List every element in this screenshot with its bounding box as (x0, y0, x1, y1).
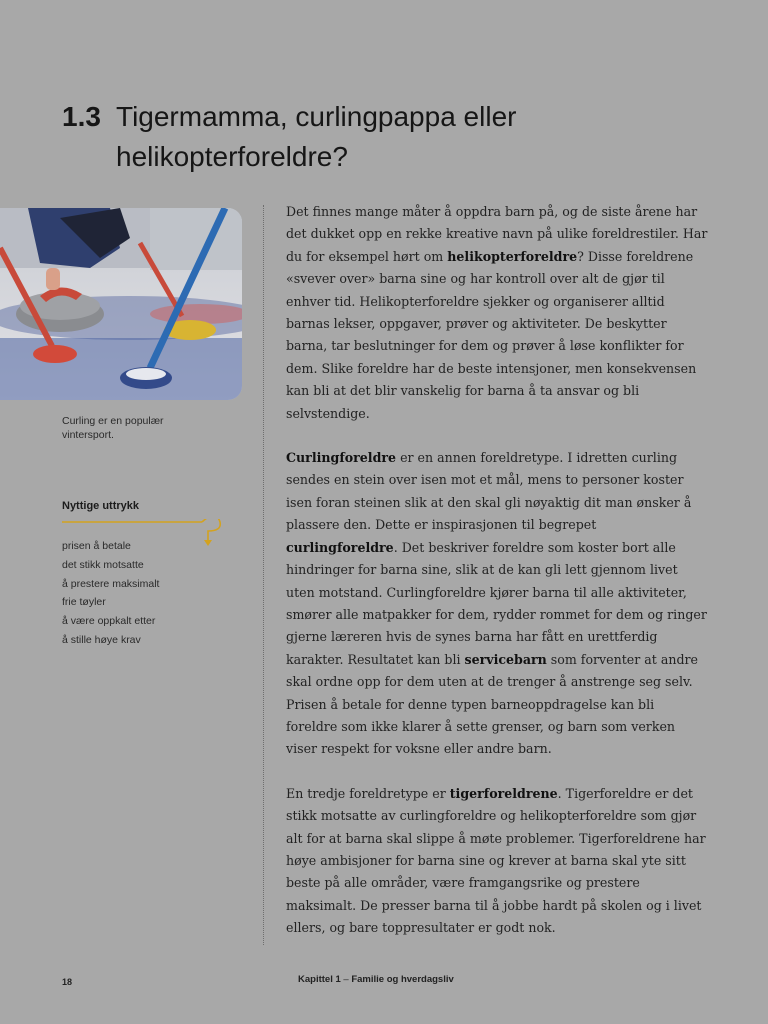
term-curlingforeldre: Curlingforeldre (286, 450, 397, 466)
term-helikopterforeldre: helikopterforeldre (447, 248, 578, 264)
expression-item: å være oppkalt etter (62, 615, 156, 628)
term-curlingforeldre: curlingforeldre (286, 539, 394, 555)
expression-item: det stikk motsatte (62, 558, 144, 571)
page-number: 18 (62, 977, 73, 987)
photo-caption: Curling er en populær vintersport. (62, 415, 164, 441)
expression-item: å stille høye krav (62, 633, 141, 646)
expressions-title: Nyttige uttrykk (62, 500, 140, 512)
article-body (286, 201, 708, 962)
footer-separator: – (340, 974, 352, 985)
paragraph-helikopter (286, 201, 708, 425)
section-heading (62, 97, 702, 177)
expression-item: å prestere maksimalt (62, 577, 160, 590)
paragraph-curling (286, 447, 708, 761)
text-run: En tredje foreldretype er (286, 785, 450, 801)
expressions-list (62, 537, 159, 650)
text-run: ? Disse foreldrene «svever over» barna sine og har kontroll over alt de gjør til enhver tid. Helikopterforeldre sjekker og organiserer alltid barnas lekser, oppgaver, prøver og aktiviteter. De beskytter barna, tar beslutninger for dem og prøver å løse konflikter for dem. Slike foreldre har de beste intensjoner, men konsekvensen kan bli at det blir vanskelig for barna å ta ansvar og bli selvstendige. (286, 248, 697, 421)
text-run: . Det beskriver foreldre som koster bort alle hindringer for barna sine, slik at de kan gli lett gjennom livet uten motstand. Curlingforeldre kjører barna til alle aktiviteter, smører alle matpakker for dem, rydder rommet for dem og ringer gjerne læreren hvis de synes barna har fått en urettferdig karakter. Resultatet kan bli (286, 539, 707, 667)
section-title-line2: helikopterforeldre? (116, 140, 348, 172)
text-run: som forventer at andre skal ordne opp for dem uten at de trenger å anstrenge seg selv. Prisen å betale for denne typen barneoppdragelse kan bli foreldre som ikke klarer å sette grenser, og barn som verken viser respekt for voksne eller andre barn. (286, 651, 698, 757)
expression-item: prisen å betale (62, 540, 131, 552)
text-run: . Tigerforeldre er det stikk motsatte av curlingforeldre og helikopterforeldre som gjør alt for at barna skal slippe å møte problemer. Tigerforeldrene har høye ambisjoner for barna sine og krever at barna skal yte sitt beste på alle områder, være framgangsrike og prestere maksimalt. De presser barna til å jobbe hardt på skolen og i livet ellers, og bare toppresultater er godt nok. (286, 785, 706, 936)
section-title-line1: Tigermamma, curlingpappa eller (116, 100, 517, 132)
term-tigerforeldrene: tigerforeldrene (449, 785, 558, 801)
column-divider (263, 205, 264, 945)
expression-item: frie tøyler (62, 596, 106, 609)
text-run: Det finnes mange måter å oppdra barn på, og de siste årene har det dukket opp en rekke kreative navn på ulike foreldrestiler. Har du for eksempel hørt om (286, 204, 708, 264)
curling-photo (0, 208, 242, 400)
running-footer (298, 974, 454, 985)
section-number: 1.3 (62, 100, 101, 132)
paragraph-tiger (286, 783, 708, 940)
text-run: er en annen foreldretype. I idretten curling sendes en stein over isen mot et mål, mens to personer koster isen foran steinen slik at den skal gli nøyaktig dit man ønsker å plassere den. Dette er inspirasjonen til begrepet (286, 450, 692, 533)
chapter-label: Kapittel 1 (298, 974, 341, 985)
chapter-title: Familie og hverdagsliv (351, 974, 454, 985)
term-servicebarn: servicebarn (464, 651, 547, 667)
